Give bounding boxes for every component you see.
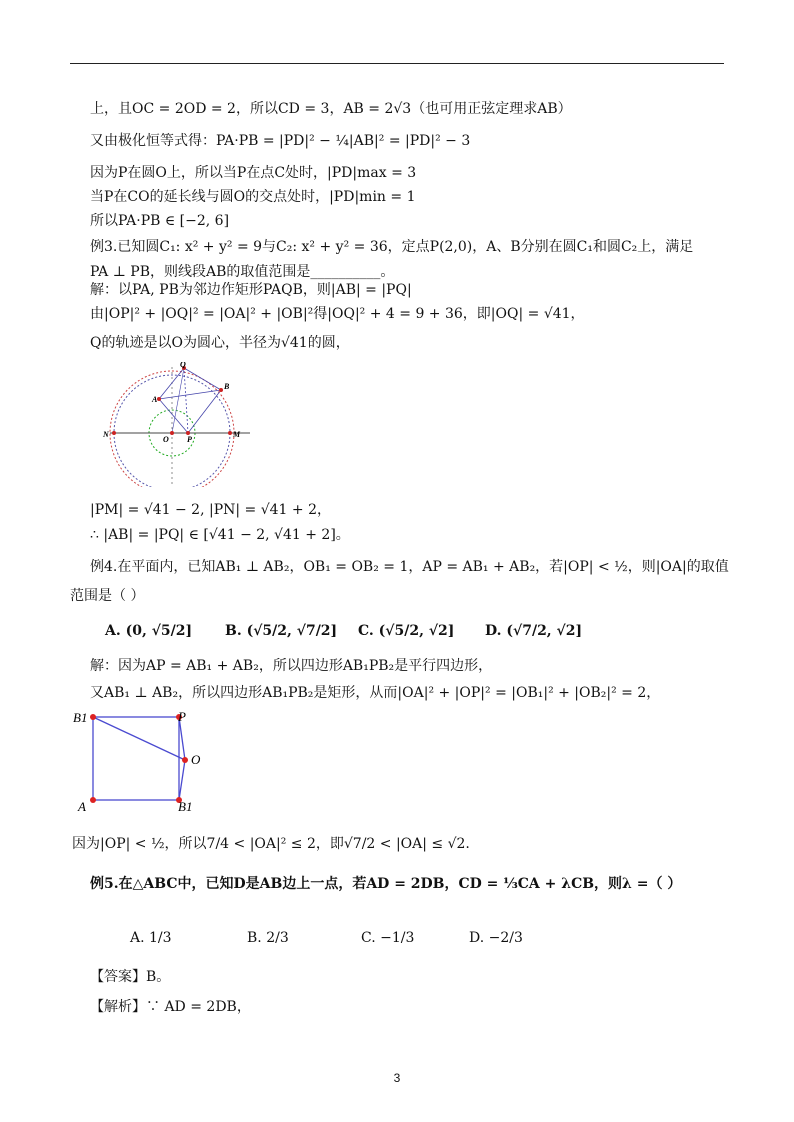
analysis-line: 【解析】∵ AD = 2DB，: [90, 999, 251, 1015]
point-label-o: O: [163, 435, 169, 444]
text-line: 范围是（ ）: [70, 588, 145, 604]
ex4-option-c: C. (√5/2, √2]: [358, 623, 455, 639]
vertex-label-b1: B1: [73, 710, 88, 725]
vertex-label-o: O: [191, 752, 201, 767]
point-label-a: A: [152, 395, 158, 404]
circle-figure: [100, 362, 270, 487]
ex5-option-d: D. −2/3: [469, 930, 523, 946]
point-label-b: B: [224, 382, 230, 391]
text-line: 又AB₁ ⊥ AB₂，所以四边形AB₁PB₂是矩形，从而|OA|² + |OP|² = |OB₁|² + |OB₂|² = 2，: [90, 685, 661, 701]
answer-line: 【答案】B。: [90, 969, 171, 985]
example-4-statement: 例4.在平面内，已知AB₁ ⊥ AB₂，OB₁ = OB₂ = 1，AP = AB₁ + AB₂，若|OP| < ½，则|OA|的取值: [90, 559, 729, 575]
point-label-m: M: [233, 430, 241, 439]
text-line: 又由极化恒等式得：PA·PB = |PD|² − ¼|AB|² = |PD|² − 3: [90, 133, 471, 149]
text-line: Q的轨迹是以O为圆心，半径为√41的圆，: [90, 335, 350, 351]
point-label-n: N: [103, 430, 109, 439]
point-label-p: P: [187, 435, 192, 444]
ex5-option-a: A. 1/3: [130, 930, 172, 946]
ex5-option-b: B. 2/3: [247, 930, 289, 946]
ex4-option-d: D. (√7/2, √2]: [485, 623, 583, 639]
example-3-statement: 例3.已知圆C₁: x² + y² = 9与C₂: x² + y² = 36，定点P(2,0)，A、B分别在圆C₁和圆C₂上，满足: [90, 239, 694, 255]
text-line: 上，且OC = 2OD = 2，所以CD = 3，AB = 2√3（也可用正弦定理求AB）: [90, 101, 572, 117]
vertex-label-p: P: [178, 709, 186, 724]
vertex-label-b1-bottom: B1: [178, 799, 193, 814]
text-line: |PM| = √41 − 2, |PN| = √41 + 2，: [90, 502, 332, 518]
text-line: 解：以PA, PB为邻边作矩形PAQB，则|AB| = |PQ|: [90, 282, 412, 298]
text-line: 因为P在圆O上，所以当P在点C处时，|PD|max = 3: [90, 165, 417, 181]
text-line: 所以PA·PB ∈ [−2, 6]: [90, 213, 230, 229]
point-label-q: Q: [180, 362, 186, 369]
header-rule: [70, 63, 724, 64]
text-line: 因为|OP| < ½，所以7/4 < |OA|² ≤ 2，即√7/2 < |OA| ≤ √2.: [72, 836, 470, 852]
text-line: 当P在CO的延长线与圆O的交点处时，|PD|min = 1: [90, 189, 416, 205]
vertex-label-a: A: [78, 799, 86, 814]
text-line: 解：因为AP = AB₁ + AB₂，所以四边形AB₁PB₂是平行四边形，: [90, 658, 493, 674]
ex5-option-c: C. −1/3: [361, 930, 415, 946]
text-line: PA ⊥ PB，则线段AB的取值范围是__________。: [90, 264, 395, 280]
rectangle-figure: [70, 705, 220, 820]
page-number: 3: [393, 1071, 401, 1085]
example-5-statement: 例5.在△ABC中，已知D是AB边上一点，若AD = 2DB，CD = ⅓CA + λCB，则λ =（ ）: [90, 876, 682, 892]
ex4-option-a: A. (0, √5/2]: [105, 623, 193, 639]
ex4-option-b: B. (√5/2, √7/2]: [225, 623, 338, 639]
text-line: ∴ |AB| = |PQ| ∈ [√41 − 2, √41 + 2]。: [90, 527, 350, 543]
text-line: 由|OP|² + |OQ|² = |OA|² + |OB|²得|OQ|² + 4 = 9 + 36，即|OQ| = √41，: [90, 306, 585, 322]
